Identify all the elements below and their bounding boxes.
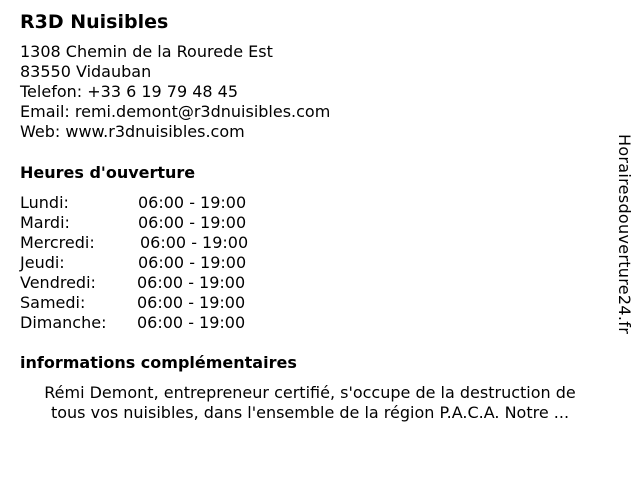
hours-time: 06:00 - 19:00 (140, 233, 249, 252)
description-text (20, 383, 600, 423)
contact-block (20, 42, 330, 142)
hours-day: Samedi: (20, 293, 86, 312)
web-line: Web: www.r3dnuisibles.com (20, 122, 245, 141)
site-watermark: Horairesdouverture24.fr (615, 134, 634, 335)
hours-time: 06:00 - 19:00 (138, 193, 247, 212)
description-line: Rémi Demont, entrepreneur certifié, s'occupe de la destruction de (44, 383, 576, 402)
hours-day: Jeudi: (20, 253, 65, 272)
address-street: 1308 Chemin de la Rourede Est (20, 42, 273, 61)
hours-time: 06:00 - 19:00 (137, 293, 246, 312)
hours-time: 06:00 - 19:00 (137, 273, 246, 292)
phone-line: Telefon: +33 6 19 79 48 45 (20, 82, 239, 101)
additional-info-heading: informations complémentaires (20, 353, 297, 372)
hours-time: 06:00 - 19:00 (137, 313, 246, 332)
hours-day: Lundi: (20, 193, 69, 212)
hours-day: Mardi: (20, 213, 70, 232)
business-name: R3D Nuisibles (20, 11, 169, 33)
hours-day: Dimanche: (20, 313, 107, 332)
hours-day: Mercredi: (20, 233, 95, 252)
email-line: Email: remi.demont@r3dnuisibles.com (20, 102, 331, 121)
address-city: 83550 Vidauban (20, 62, 152, 81)
description-line: tous vos nuisibles, dans l'ensemble de la région P.A.C.A. Notre ... (50, 403, 570, 422)
hours-time: 06:00 - 19:00 (138, 253, 247, 272)
hours-time: 06:00 - 19:00 (138, 213, 247, 232)
opening-hours-heading: Heures d'ouverture (20, 163, 196, 182)
hours-day: Vendredi: (20, 273, 96, 292)
